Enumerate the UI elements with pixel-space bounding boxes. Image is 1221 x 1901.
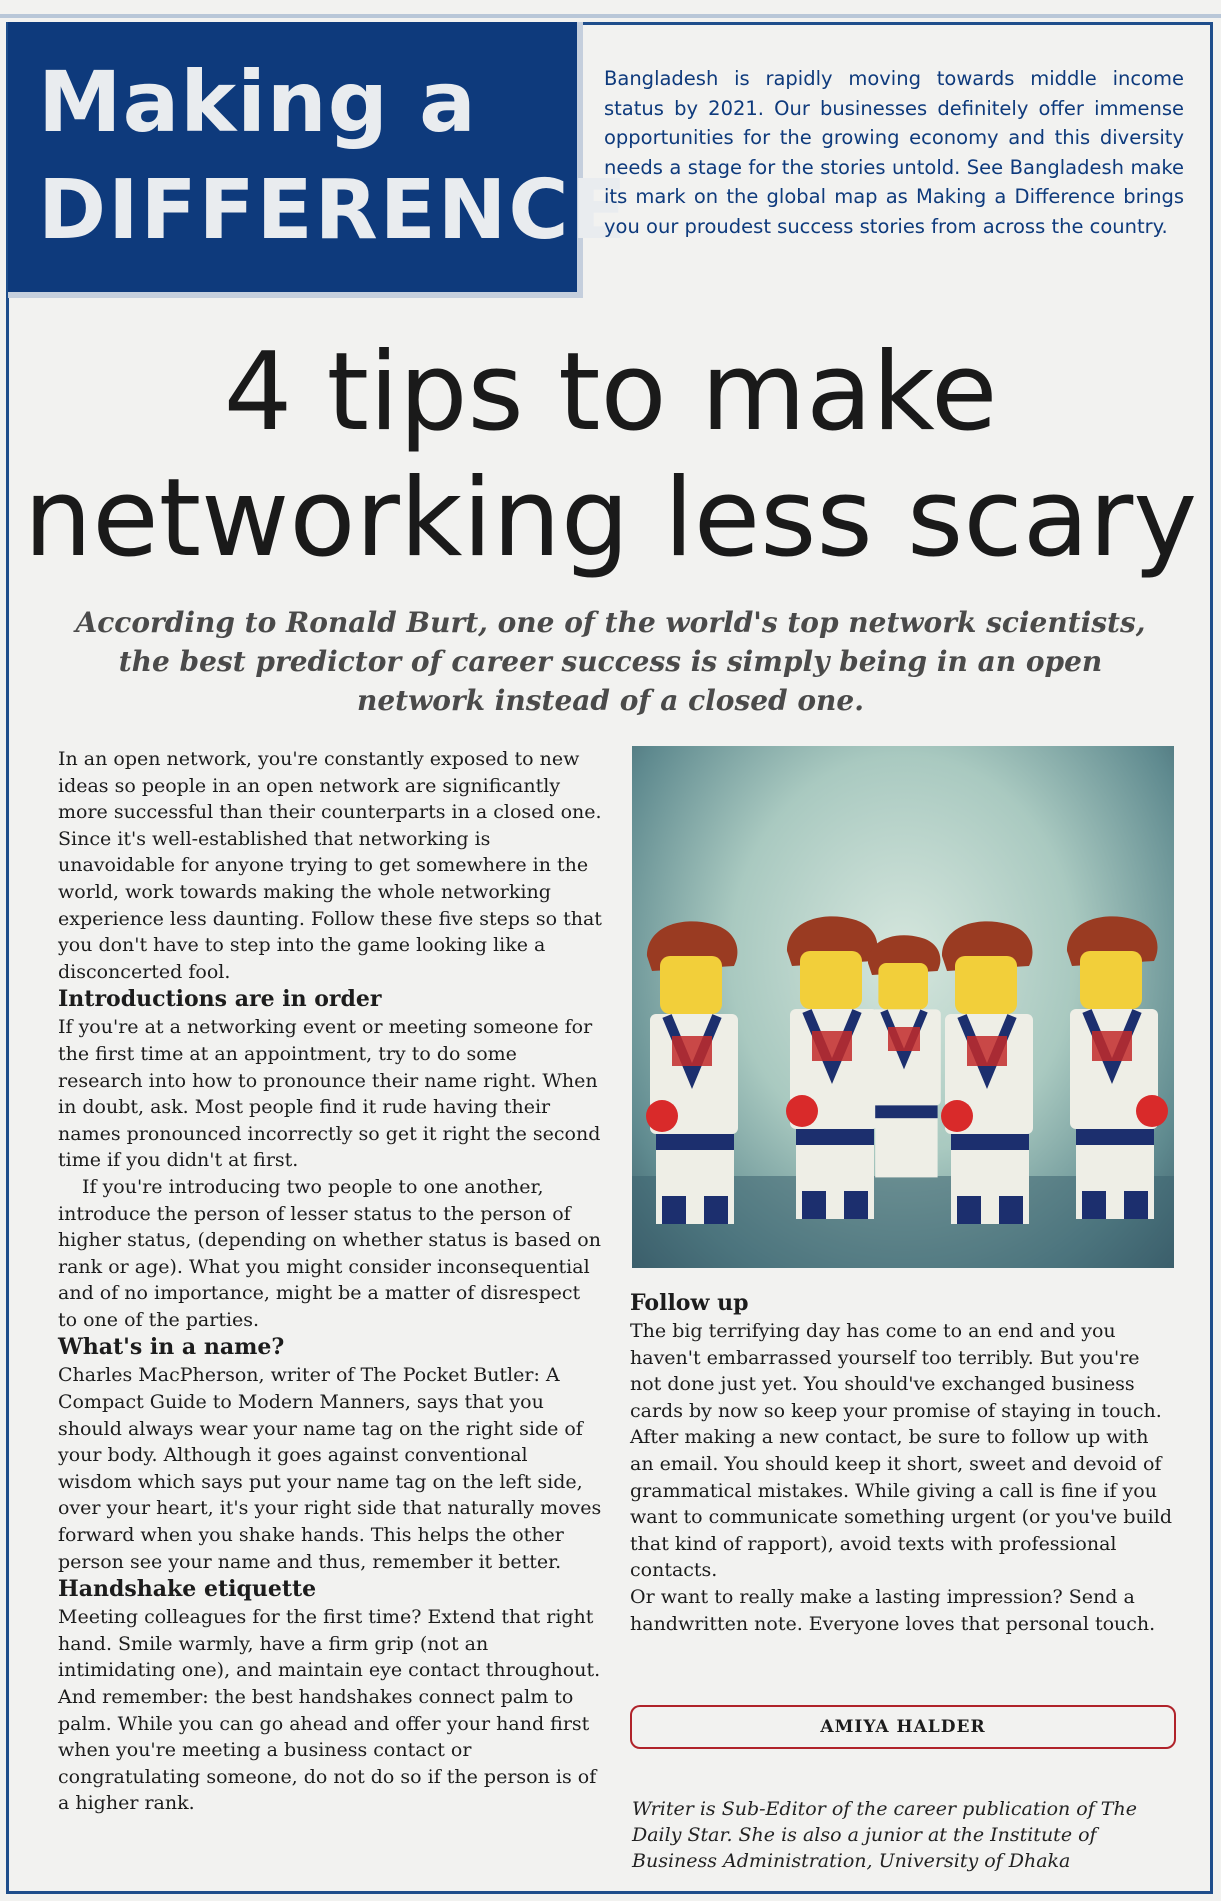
lego-figure [646, 921, 738, 1224]
standfirst: According to Ronald Burt, one of the world's top network scientists, the best predictor of career success is simply being in an open network instead of a closed one. [75, 606, 1146, 717]
section-intro: Bangladesh is rapidly moving towards middle income status by 2021. Our businesses definitely offer immense opportunities for the growing economy and this diversity needs a stage for the stories untold. See Bangladesh make its mark on the global map as Making a Difference brings you our proudest success stories from across the country. [604, 67, 1184, 238]
lego-figure [868, 935, 941, 1177]
paragraph: If you're introducing two people to one another, introduce the person of lesser status to the person of higher status, (depending on whether status is based on rank or age). What you might consider inconsequential and of no importance, might be a matter of disrespect to one of the parties. [58, 1175, 601, 1331]
section-title-line1: Making a [38, 53, 477, 151]
headline-line2: networking less scary [23, 456, 1198, 581]
lego-figure [1067, 916, 1168, 1219]
section-banner [8, 22, 629, 298]
paragraph: If you're at a networking event or meeting someone for the first time at an appointment, try to do some research into how to pronounce their name right. When in doubt, ask. Most people find it rude having their names pronounced incorrectly so get it right the second time if you didn't at first. [58, 1016, 601, 1172]
subheading: Handshake etiquette [58, 1576, 317, 1603]
author-note: Writer is Sub-Editor of the career publication of The Daily Star. She is also a junior at the Institute of Business Administration, University of Dhaka [632, 1798, 1137, 1872]
paragraph: The big terrifying day has come to an end and you haven't embarrassed yourself too terribly. But you're not done just yet. You should've exchanged business cards by now so keep your promise of staying in touch. After making a new contact, be sure to follow up with an email. You should keep it short, sweet and devoid of grammatical mistakes. While giving a call is fine if you want to communicate something urgent (or you've build that kind of rapport), avoid texts with professional contacts. [630, 1320, 1172, 1582]
byline-box [630, 1705, 1176, 1749]
lego-figures-illustration [632, 746, 1174, 1268]
author-name: AMIYA HALDER [820, 1717, 986, 1737]
left-column [58, 746, 602, 1817]
lego-figure [941, 921, 1033, 1224]
lego-figure [786, 916, 878, 1219]
subheading: Follow up [630, 1290, 749, 1316]
paragraph: Charles MacPherson, writer of The Pocket Butler: A Compact Guide to Modern Manners, says that you should always wear your name tag on the right side of your body. Although it goes against conventional wisdom which says put your name tag on the left side, over your heart, it's your right side that naturally moves forward when you shake hands. This helps the other person see your name and thus, remember it better. [58, 1364, 602, 1573]
article-photo [632, 746, 1174, 1268]
right-column [630, 1289, 1176, 1637]
subheading: What's in a name? [58, 1334, 285, 1361]
paragraph: Or want to really make a lasting impression? Send a handwritten note. Everyone loves that personal touch. [630, 1585, 1156, 1635]
lead-paragraph: In an open network, you're constantly exposed to new ideas so people in an open network are significantly more successful than their counterparts in a closed one. Since it's well-established that networking is unavoidable for anyone trying to get somewhere in the world, work towards making the whole networking experience less daunting. Follow these five steps so that you don't have to step into the game looking like a disconcerted fool. [58, 748, 602, 983]
section-title-line2: DIFFERENCE [38, 163, 629, 258]
top-rule [0, 14, 1221, 18]
subheading: Introductions are in order [58, 986, 382, 1013]
headline-line1: 4 tips to make [223, 330, 998, 455]
paragraph: Meeting colleagues for the first time? Extend that right hand. Smile warmly, have a firm grip (not an intimidating one), and maintain eye contact throughout. And remember: the best handshakes connect palm to palm. While you can go ahead and offer your hand first when you're meeting a business contact or congratulating someone, do not do so if the person is of a higher rank. [58, 1606, 601, 1815]
headline [0, 330, 1221, 582]
